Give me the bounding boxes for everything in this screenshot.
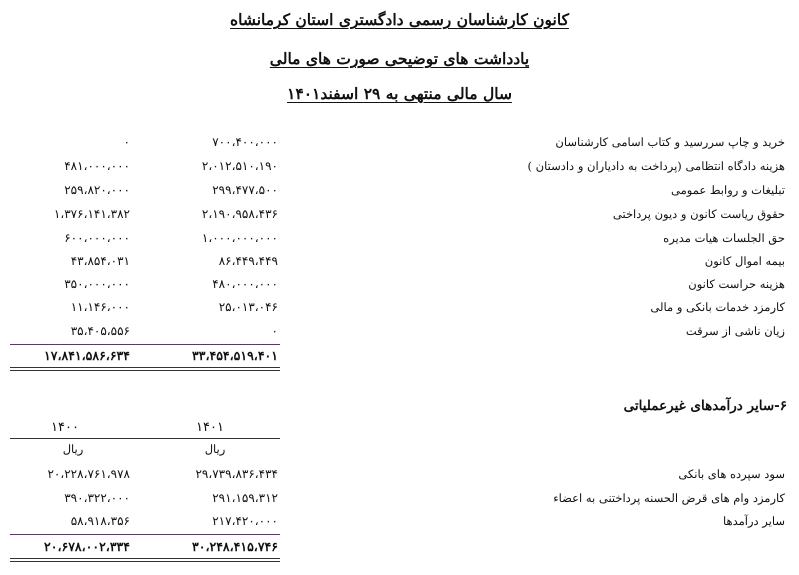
document-title: یادداشت های توضیحی صورت های مالی: [269, 49, 530, 68]
row-label: زیان ناشی از سرقت: [685, 324, 785, 338]
total-rule-top: [10, 534, 280, 535]
row-label: سایر درآمدها: [723, 514, 785, 528]
value-1400: ۳۹۰،۳۲۲،۰۰۰: [64, 491, 130, 505]
unit-1400: ریال: [62, 442, 84, 456]
row-label: هزینه حراست کانون: [688, 277, 785, 291]
row-label: سود سپرده های بانکی: [678, 467, 785, 481]
total-1401: ۳۳،۴۵۴،۵۱۹،۴۰۱: [192, 348, 278, 363]
header-rule: [10, 438, 280, 439]
value-1401: ۲۵،۰۱۳،۰۴۶: [218, 300, 278, 314]
value-1400: ۳۵،۴۰۵،۵۵۶: [70, 324, 130, 338]
value-1401: ۲۱۷،۴۲۰،۰۰۰: [212, 514, 278, 528]
total-rule-bottom-1: [10, 558, 280, 559]
total-rule-bottom-1: [10, 367, 280, 368]
value-1401: ۷۰۰،۴۰۰،۰۰۰: [212, 135, 278, 149]
value-1400: ۱،۳۷۶،۱۴۱،۳۸۲: [53, 207, 130, 221]
value-1400: ۴۸۱،۰۰۰،۰۰۰: [64, 159, 130, 173]
value-1401: ۰: [271, 324, 278, 338]
value-1400: ۰: [123, 135, 130, 149]
value-1400: ۲۵۹،۸۲۰،۰۰۰: [64, 183, 130, 197]
value-1401: ۲۹۱،۱۵۹،۳۱۲: [212, 491, 278, 505]
value-1400: ۳۵۰،۰۰۰،۰۰۰: [64, 277, 130, 291]
value-1401: ۲،۰۱۲،۵۱۰،۱۹۰: [201, 159, 278, 173]
total-1400: ۲۰،۶۷۸،۰۰۲،۳۳۴: [44, 539, 130, 554]
value-1401: ۴۸۰،۰۰۰،۰۰۰: [212, 277, 278, 291]
total-1400: ۱۷،۸۴۱،۵۸۶،۶۳۴: [44, 348, 130, 363]
value-1401: ۲۹۹،۴۷۷،۵۰۰: [212, 183, 278, 197]
value-1401: ۲۹،۷۳۹،۸۳۶،۴۳۴: [195, 467, 278, 481]
total-rule-bottom-2: [10, 561, 280, 562]
value-1401: ۸۶،۴۴۹،۴۴۹: [218, 254, 278, 268]
fiscal-period: سال مالی منتهی به ۲۹ اسفند۱۴۰۱: [287, 84, 512, 103]
unit-1401: ریال: [204, 442, 226, 456]
row-label: کارمزد وام های قرض الحسنه پرداختنی به اعضاء: [553, 491, 785, 505]
value-1400: ۴۳،۸۵۴،۰۳۱: [70, 254, 130, 268]
value-1400: ۶۰۰،۰۰۰،۰۰۰: [64, 231, 130, 245]
value-1401: ۱،۰۰۰،۰۰۰،۰۰۰: [201, 231, 278, 245]
total-1401: ۳۰،۲۴۸،۴۱۵،۷۴۶: [192, 539, 278, 554]
row-label: تبلیغات و روابط عمومی: [671, 183, 785, 197]
year-header-1401: ۱۴۰۱: [196, 420, 224, 435]
year-header-1400: ۱۴۰۰: [51, 420, 79, 435]
total-rule-top: [10, 344, 280, 345]
total-rule-bottom-2: [10, 370, 280, 371]
row-label: حقوق ریاست کانون و دیون پرداختی: [612, 207, 785, 221]
value-1401: ۲،۱۹۰،۹۵۸،۴۳۶: [201, 207, 278, 221]
value-1400: ۲۰،۲۲۸،۷۶۱،۹۷۸: [47, 467, 130, 481]
row-label: کارمزد خدمات بانکی و مالی: [650, 300, 785, 314]
organization-title: کانون کارشناسان رسمی دادگستری استان کرمانشاه: [230, 10, 569, 29]
value-1400: ۵۸،۹۱۸،۳۵۶: [70, 514, 130, 528]
value-1400: ۱۱،۱۴۶،۰۰۰: [70, 300, 130, 314]
row-label: خرید و چاپ سررسید و کتاب اسامی کارشناسان: [555, 135, 785, 149]
row-label: هزینه دادگاه انتظامی (پرداخت به دادیاران و دادستان ): [527, 159, 785, 173]
row-label: حق الجلسات هیات مدیره: [663, 231, 785, 245]
row-label: بیمه اموال کانون: [704, 254, 785, 268]
section-title: ۶-سایر درآمدهای غیرعملیاتی: [623, 398, 787, 414]
